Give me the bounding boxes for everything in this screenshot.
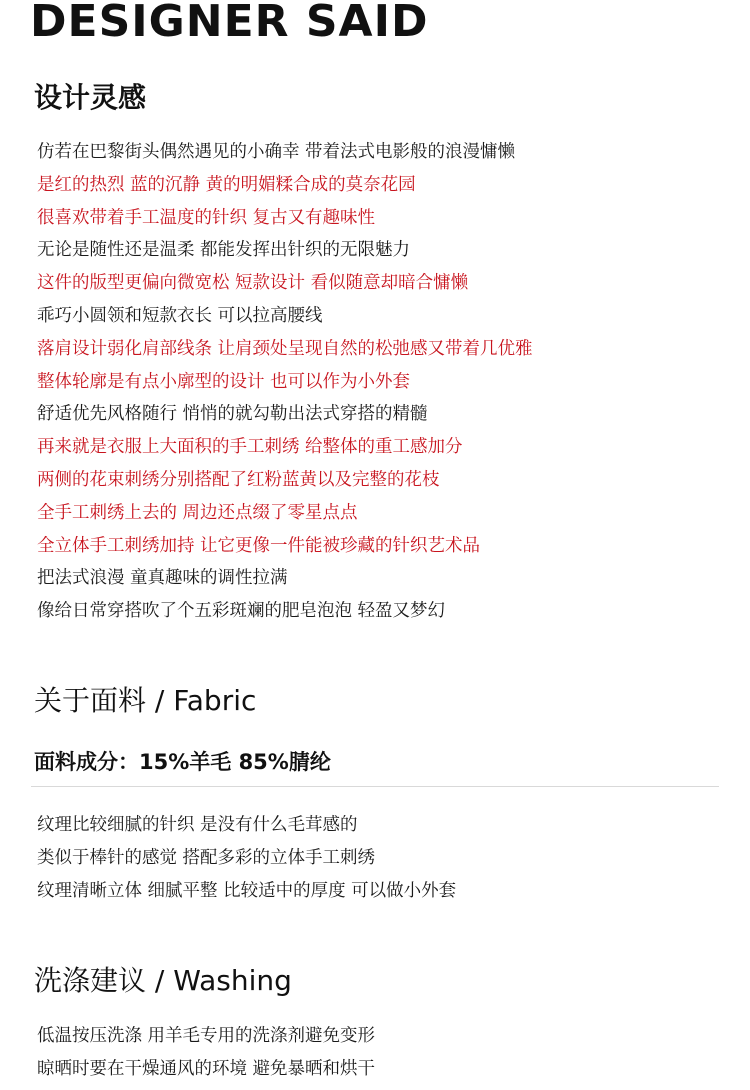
text-line: 纹理清晰立体 细腻平整 比较适中的厚度 可以做小外套: [37, 880, 457, 901]
text-line: 像给日常穿搭吹了个五彩斑斓的肥皂泡泡 轻盈又梦幻: [37, 601, 446, 622]
text-line: 全立体手工刺绣加持 让它更像一件能被珍藏的针织艺术品: [37, 535, 481, 556]
text-line: 再来就是衣服上大面积的手工刺绣 给整体的重工感加分: [37, 437, 463, 458]
fabric-composition: 面料成分：15%羊毛 85%腈纶: [34, 750, 331, 774]
text-line: 舒适优先风格随行 悄悄的就勾勒出法式穿搭的精髓: [37, 404, 428, 425]
text-line: 晾晒时要在干燥通风的环境 避免暴晒和烘干: [37, 1058, 376, 1079]
washing-title: 洗涤建议 / Washing: [34, 964, 292, 997]
text-line: 这件的版型更偏向微宽松 短款设计 看似随意却暗合慵懒: [37, 273, 469, 294]
text-line: 把法式浪漫 童真趣味的调性拉满: [37, 568, 288, 589]
text-line: 是红的热烈 蓝的沉静 黄的明媚糅合成的莫奈花园: [37, 174, 416, 195]
text-line: 低温按压洗涤 用羊毛专用的洗涤剂避免变形: [37, 1026, 376, 1046]
text-line: 整体轮廓是有点小廓型的设计 也可以作为小外套: [37, 371, 411, 392]
text-line: 落肩设计弱化肩部线条 让肩颈处呈现自然的松弛感又带着几优雅: [37, 338, 533, 359]
text-line: 类似于棒针的感觉 搭配多彩的立体手工刺绣: [37, 847, 376, 868]
text-line: 无论是随性还是温柔 都能发挥出针织的无限魅力: [37, 240, 411, 261]
text-line: 纹理比较细腻的针织 是没有什么毛茸感的: [37, 815, 358, 835]
text-line: 很喜欢带着手工温度的针织 复古又有趣味性: [37, 207, 376, 228]
inspiration-title: 设计灵感: [34, 81, 147, 114]
text-line: 乖巧小圆领和短款衣长 可以拉高腰线: [37, 305, 323, 326]
fabric-title: 关于面料 / Fabric: [34, 684, 257, 717]
fabric-list: [37, 809, 456, 907]
text-line: 两侧的花束刺绣分别搭配了红粉蓝黄以及完整的花枝: [37, 469, 440, 490]
text-line: 全手工刺绣上去的 周边还点缀了零星点点: [37, 502, 358, 523]
brand-title: DESIGNER SAID: [30, 0, 429, 47]
inspiration-list: [37, 136, 533, 628]
divider: [31, 786, 719, 787]
text-line: 仿若在巴黎街头偶然遇见的小确幸 带着法式电影般的浪漫慵懒: [37, 142, 516, 162]
washing-list: [37, 1020, 375, 1086]
